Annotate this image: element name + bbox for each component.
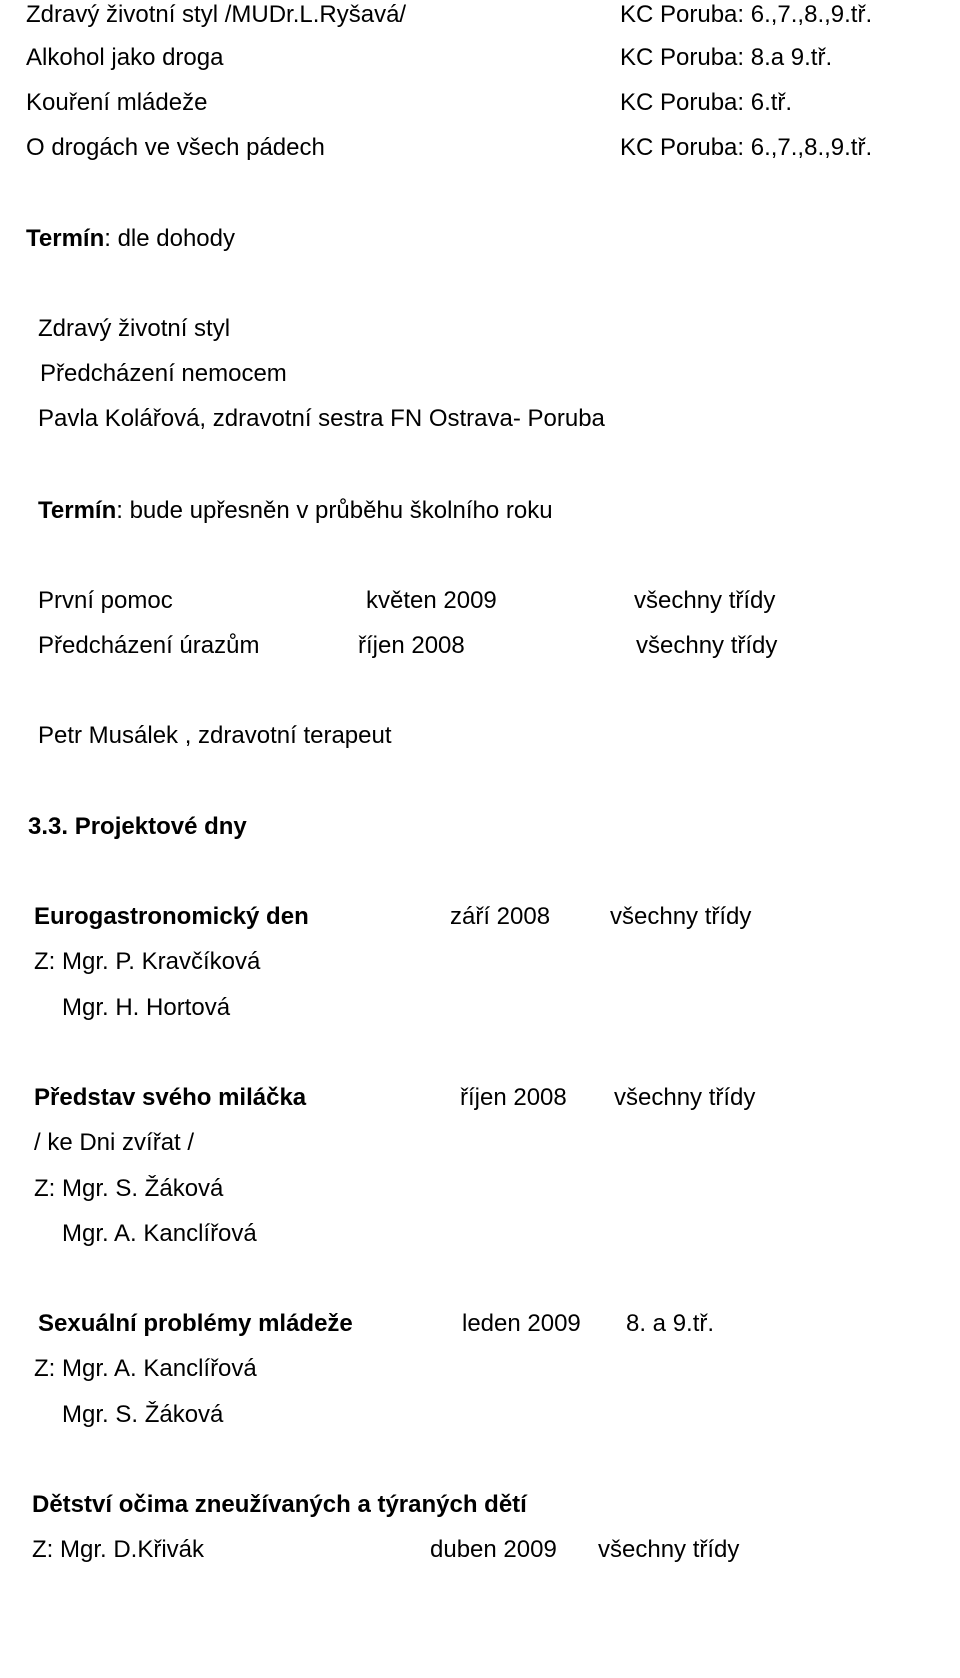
project-title-sex: Sexuální problémy mládeže [38,1310,353,1337]
section-heading: 3.3. Projektové dny [28,813,247,840]
first-aid-name: První pomoc [38,587,173,614]
project-title-childhood: Dětství očima zneužívaných a týraných dětí [32,1491,527,1518]
first-aid-date: květen 2009 [366,587,497,614]
injury-prevention-date: říjen 2008 [358,632,465,659]
term-text: : bude upřesněn v průběhu školního roku [116,497,553,524]
project-responsible-sex-2: Mgr. S. Žáková [62,1401,224,1428]
project-responsible-childhood: Z: Mgr. D.Křivák [32,1536,205,1563]
project-date-euro: září 2008 [450,903,551,930]
project-date-childhood: duben 2009 [430,1536,557,1563]
project-classes-euro: všechny třídy [610,903,752,930]
intro-item-2: Alkohol jako droga [26,44,224,71]
term-line-2 [38,496,553,526]
project-classes-childhood: všechny třídy [598,1536,740,1563]
term-line-1 [26,224,235,254]
intro-item-3: Kouření mládeže [26,89,208,116]
project-date-sex: leden 2009 [462,1310,581,1337]
term-label: Termín [26,225,105,252]
therapist-line: Petr Musálek , zdravotní terapeut [38,722,392,749]
project-responsible-pet-1: Z: Mgr. S. Žáková [34,1175,224,1202]
intro-item-3-location: KC Poruba: 6.tř. [620,89,793,116]
project-responsible-pet-2: Mgr. A. Kanclířová [62,1220,257,1247]
injury-prevention-name: Předcházení úrazům [38,632,260,659]
health-line-1: Zdravý životní styl [38,315,231,342]
project-title-euro: Eurogastronomický den [34,903,309,930]
intro-item-1-location: KC Poruba: 6.,7.,8.,9.tř. [620,1,873,28]
project-responsible-euro-1: Z: Mgr. P. Kravčíková [34,948,261,975]
health-line-2: Předcházení nemocem [40,360,287,387]
intro-item-4-location: KC Poruba: 6.,7.,8.,9.tř. [620,134,873,161]
term-label: Termín [38,497,117,524]
intro-item-2-location: KC Poruba: 8.a 9.tř. [620,44,833,71]
intro-item-1: Zdravý životní styl /MUDr.L.Ryšavá/ [26,1,407,28]
project-subtitle-pet: / ke Dni zvířat / [34,1129,195,1156]
intro-item-4: O drogách ve všech pádech [26,134,325,161]
injury-prevention-classes: všechny třídy [636,632,778,659]
project-classes-pet: všechny třídy [614,1084,756,1111]
project-classes-sex: 8. a 9.tř. [626,1310,715,1337]
term-text: : dle dohody [104,225,236,252]
project-responsible-euro-2: Mgr. H. Hortová [62,994,231,1021]
project-date-pet: říjen 2008 [460,1084,567,1111]
project-responsible-sex-1: Z: Mgr. A. Kanclířová [34,1355,257,1382]
project-title-pet: Představ svého miláčka [34,1084,307,1111]
health-line-3: Pavla Kolářová, zdravotní sestra FN Ostrava- Poruba [38,405,605,432]
first-aid-classes: všechny třídy [634,587,776,614]
